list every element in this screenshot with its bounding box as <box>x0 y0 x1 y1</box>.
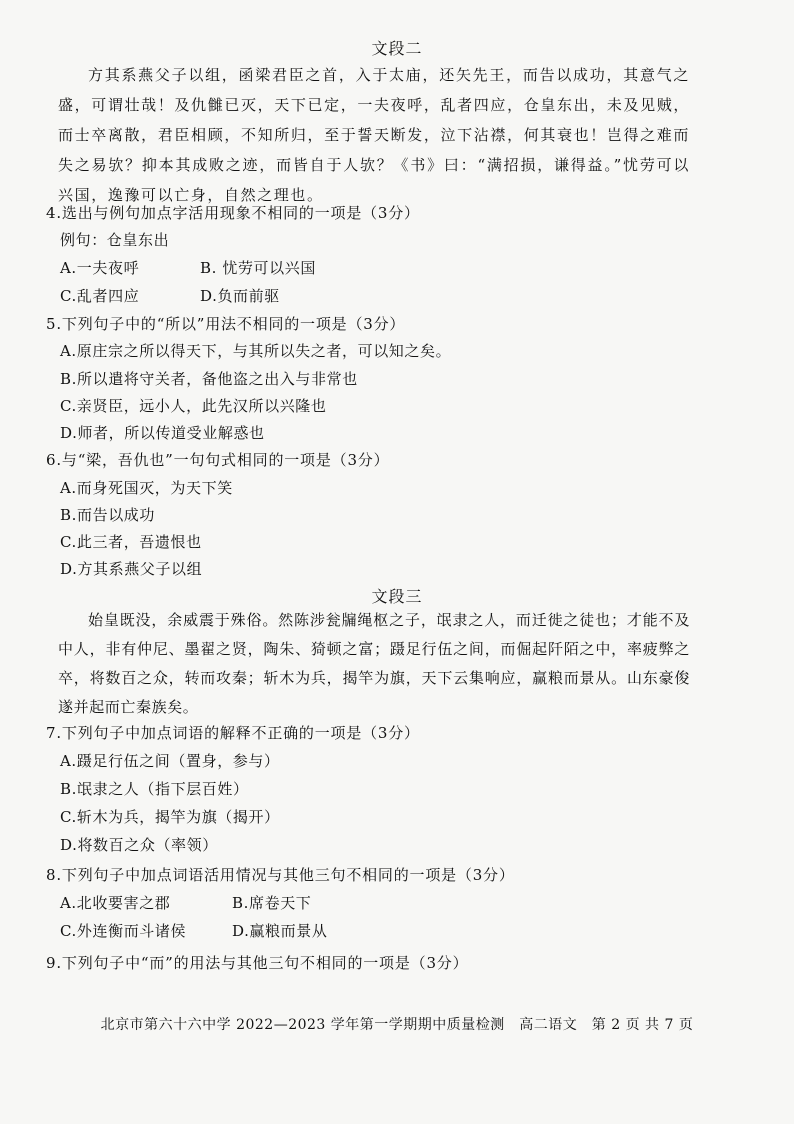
q9-stem: 9.下列句子中“而”的用法与其他三句不相同的一项是（3分） <box>46 954 469 972</box>
section2-title: 文段二 <box>371 39 423 58</box>
q8-option-a: A.北收要害之郡 <box>60 894 171 912</box>
page-footer: 北京市第六十六中学 2022—2023 学年第一学期期中质量检测 高二语文 第 2 页 共 7 页 <box>100 1017 694 1033</box>
q5-option-d: D.师者，所以传道受业解惑也 <box>60 424 265 442</box>
q8-option-b: B.席卷天下 <box>232 894 312 912</box>
q4-option-d: D.负而前驱 <box>200 287 280 305</box>
q5-stem: 5.下列句子中的“所以”用法不相同的一项是（3分） <box>46 315 406 333</box>
q6-stem: 6.与“梁，吾仇也”一句句式相同的一项是（3分） <box>46 451 390 469</box>
q4-option-c: C.乱者四应 <box>60 287 140 305</box>
q7-stem: 7.下列句子中加点词语的解释不正确的一项是（3分） <box>46 724 420 742</box>
q4-option-a: A.一夫夜呼 <box>60 259 140 277</box>
q6-option-c: C.此三者，吾遗恨也 <box>60 533 202 551</box>
q6-option-d: D.方其系燕父子以组 <box>60 560 203 578</box>
section3-passage: 始皇既没，余威震于殊俗。然陈涉瓮牖绳枢之子，氓隶之人，而迁徙之徒也；才能不及中人，非有仲尼、墨翟之贤，陶朱、猗顿之富；蹑足行伍之间，而倔起阡陌之中，率疲弊之卒，将数百之众，转而攻秦；斩木为兵，揭竿为旗，天下云集响应，赢粮而景从。山东豪俊遂并起而亡秦族矣。 <box>58 611 690 716</box>
q8-option-d: D.赢粮而景从 <box>232 922 328 940</box>
q8-stem: 8.下列句子中加点词语活用情况与其他三句不相同的一项是（3分） <box>46 866 515 884</box>
section3-title: 文段三 <box>371 587 423 606</box>
q6-option-b: B.而告以成功 <box>60 506 155 524</box>
q7-option-d: D.将数百之众（率领） <box>60 836 218 854</box>
section2-passage: 方其系燕父子以组，函梁君臣之首，入于太庙，还矢先王，而告以成功，其意气之盛，可谓壮哉！及仇雠已灭，天下已定，一夫夜呼，乱者四应，仓皇东出，未及见贼，而士卒离散，君臣相顾，不知所归，至于誓天断发，泣下沾襟，何其衰也！岂得之难而失之易欤？抑本其成败之迹，而皆自于人欤？《书》曰：“满招损，谦得益。”忧劳可以兴国，逸豫可以亡身，自然之理也。 <box>58 66 690 204</box>
q6-option-a: A.而身死国灭，为天下笑 <box>60 479 233 497</box>
q5-option-b: B.所以遣将守关者，备他盗之出入与非常也 <box>60 370 358 388</box>
q5-option-c: C.亲贤臣，远小人，此先汉所以兴隆也 <box>60 397 327 415</box>
q4-stem: 4.选出与例句加点字活用现象不相同的一项是（3分） <box>46 204 420 222</box>
q8-option-c: C.外连衡而斗诸侯 <box>60 922 187 940</box>
q5-option-a: A.原庄宗之所以得天下，与其所以失之者，可以知之矣。 <box>60 342 452 360</box>
q7-option-a: A.蹑足行伍之间（置身，参与） <box>60 752 280 770</box>
q7-option-c: C.斩木为兵，揭竿为旗（揭开） <box>60 808 280 826</box>
q4-option-b: B. 忧劳可以兴国 <box>200 259 316 277</box>
q7-option-b: B.氓隶之人（指下层百姓） <box>60 780 249 798</box>
q4-example: 例句：仓皇东出 <box>60 231 170 249</box>
